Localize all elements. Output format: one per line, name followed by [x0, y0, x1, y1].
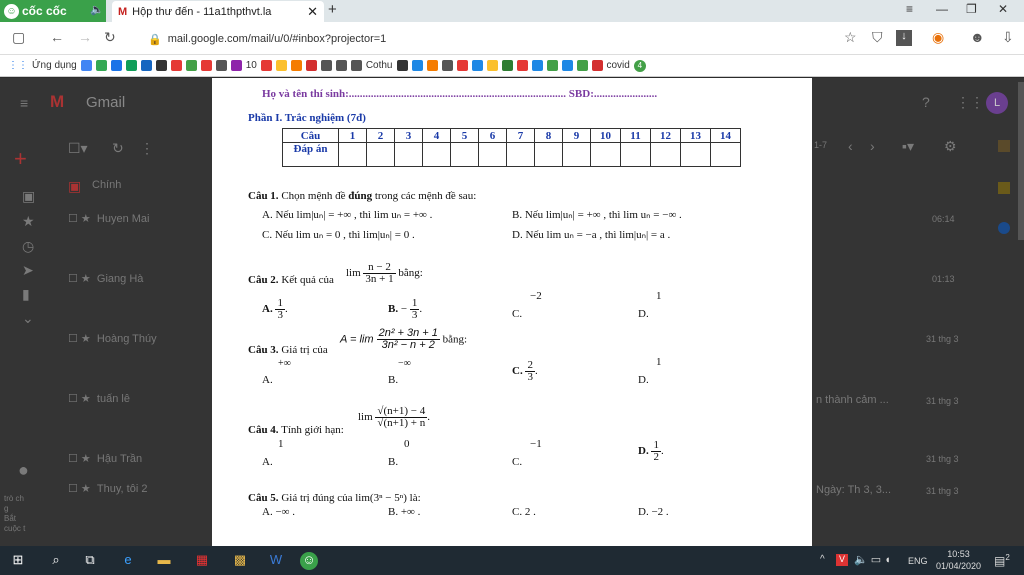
row-sender: Huyen Mai	[96, 213, 150, 225]
bookmark-icon[interactable]	[81, 60, 92, 71]
q5-option-d: D. −2 .	[638, 506, 669, 518]
bookmark-icon[interactable]	[547, 60, 558, 71]
main-menu-icon[interactable]: ≡	[20, 95, 29, 111]
q2-a-frac	[275, 298, 285, 321]
answer-cell	[651, 143, 681, 167]
brand-label: cốc cốc	[22, 4, 67, 18]
q3-c-frac	[525, 360, 535, 383]
q3-c-den: 3	[527, 371, 533, 383]
q1-em: đúng	[348, 190, 373, 202]
bookmark-icon[interactable]	[577, 60, 588, 71]
close-window-button[interactable]: ✕	[998, 2, 1009, 16]
bookmark-icon[interactable]	[141, 60, 152, 71]
bookmark-icon[interactable]	[532, 60, 543, 71]
bookmarks-bar	[0, 55, 1024, 77]
primary-tab-icon[interactable]: ▣	[68, 178, 82, 194]
help-icon[interactable]: ?	[922, 94, 930, 110]
q4-label: Câu 4.	[248, 424, 279, 436]
bookmark-icon[interactable]	[562, 60, 573, 71]
coccoc-taskbar-icon[interactable]: ☺	[300, 552, 318, 570]
q3-option-a: A.	[262, 374, 273, 386]
q1-option-b: B. Nếu lim|uₙ| = +∞ , thì lim uₙ = −∞ .	[512, 209, 682, 221]
tasks-icon[interactable]	[998, 222, 1010, 234]
q2-expression	[346, 262, 423, 285]
answer-cell	[423, 143, 451, 167]
clock-date: 01/04/2020	[936, 561, 982, 571]
tab-title: Hộp thư đến - 11a1thpthvt.la	[132, 5, 272, 18]
table-col: 5	[451, 129, 479, 143]
bookmark-icon[interactable]	[351, 60, 362, 71]
bookmark-apps[interactable]: Ứng dụng	[32, 60, 77, 71]
bookmark-icon[interactable]	[201, 60, 212, 71]
q4-option-a: A.	[262, 456, 273, 468]
q4-d-label: D.	[638, 445, 649, 458]
q4-d-num: 1	[653, 439, 659, 451]
tray-chevron-icon[interactable]: ^	[820, 554, 825, 565]
q5-tail: là:	[406, 492, 421, 504]
q2-fraction	[363, 262, 395, 285]
row-sender: Hoàng Thúy	[96, 333, 157, 345]
bookmark-icon[interactable]	[487, 60, 498, 71]
table-col: 11	[621, 129, 651, 143]
q3-expression	[340, 328, 467, 351]
q2-text: Kết quả của	[278, 274, 334, 286]
table-col: 6	[479, 129, 507, 143]
url-text: mail.google.com/mail/u/0/#inbox?projector=1	[167, 33, 387, 45]
q4-option-b: B.	[388, 456, 399, 468]
table-col: 10	[591, 129, 621, 143]
keep-icon[interactable]	[998, 182, 1010, 194]
forward-button[interactable]: →	[78, 29, 92, 45]
q2-label: Câu 2.	[248, 274, 279, 286]
answer-cell	[681, 143, 711, 167]
row-date: 06:14	[932, 214, 955, 224]
table-col: 1	[339, 129, 367, 143]
new-tab-button[interactable]: +	[328, 1, 337, 18]
input-tools-icon[interactable]: ▪▾	[902, 138, 914, 154]
hangouts-labels	[4, 494, 44, 534]
q4-a-value: 1	[278, 438, 284, 450]
q2-den: 3n + 1	[365, 273, 394, 285]
bookmark-icon[interactable]	[216, 60, 227, 71]
bookmark-icon[interactable]	[517, 60, 528, 71]
next-page-icon[interactable]: ›	[870, 138, 875, 154]
bookmark-badge[interactable]: 4	[634, 60, 646, 72]
gmail-m-icon: M	[50, 92, 65, 111]
back-button[interactable]: ←	[50, 29, 64, 45]
answer-cell	[451, 143, 479, 167]
q4-den: √(n+1) + n	[377, 417, 426, 429]
q2-option-c: C.	[512, 308, 523, 320]
left-label: Bắt	[4, 514, 17, 523]
bookmark-icon[interactable]	[171, 60, 182, 71]
q2-a-den: 3	[277, 309, 283, 321]
q5-option-c: C. 2 .	[512, 506, 536, 518]
bookmark-icon[interactable]	[111, 60, 122, 71]
table-row[interactable]: ☐ ★ Hậu Trần	[68, 453, 143, 465]
minimize-button[interactable]: —	[936, 2, 948, 16]
q4-fraction	[375, 406, 427, 429]
app-icon[interactable]: ▦	[195, 552, 209, 567]
bookmark-icon[interactable]	[231, 60, 242, 71]
q3-stem	[248, 344, 328, 356]
q4-d-den: 2	[653, 451, 659, 463]
row-sender: tuấn lê	[96, 393, 130, 405]
q2-stem	[248, 274, 334, 286]
table-row[interactable]: ☐ ★ Thuy, tôi 2	[68, 483, 148, 495]
table-row[interactable]: ☐ ★ Giang Hà	[68, 273, 144, 285]
q4-option-d: D. $\frac{1}{2}$ .	[638, 439, 664, 463]
reload-button[interactable]: ↻	[104, 29, 116, 45]
bookmark-icon[interactable]	[412, 60, 423, 71]
bookmark-icon[interactable]	[397, 60, 408, 71]
bookmark-icon[interactable]	[126, 60, 137, 71]
q3-c-label: C.	[512, 365, 523, 378]
notification-count: 2	[1005, 553, 1010, 562]
table-col: 9	[563, 129, 591, 143]
table-col: 8	[535, 129, 563, 143]
row-date: 31 thg 3	[926, 486, 959, 496]
bookmark-icon[interactable]	[457, 60, 468, 71]
q4-stem	[248, 424, 344, 436]
q3-d-value: 1	[656, 356, 662, 368]
answer-cell	[711, 143, 741, 167]
settings-gear-icon[interactable]: ⚙	[944, 138, 957, 154]
bookmark-icon[interactable]	[442, 60, 453, 71]
tab-inbox[interactable]	[112, 1, 324, 22]
bookmark-icon[interactable]	[291, 60, 302, 71]
name-line: Họ và tên thí sinh:............................................................................... SBD:.......................	[262, 88, 658, 100]
q2-option-d: D.	[638, 308, 649, 320]
answer-cell	[535, 143, 563, 167]
q4-text: Tính giới hạn:	[278, 424, 344, 436]
q4-c-value: −1	[530, 438, 542, 450]
select-checkbox[interactable]: ☐▾	[68, 140, 88, 156]
q3-label: Câu 3.	[248, 344, 279, 356]
scrollbar[interactable]	[1018, 82, 1024, 240]
left-label: g	[4, 504, 9, 513]
answer-cell	[507, 143, 535, 167]
word-icon[interactable]: W	[269, 552, 283, 567]
q4-expression: lim $\frac{√(n+1) - 4}{√(n+1) + n}$ .	[358, 405, 430, 429]
inbox-icon[interactable]: ▣	[22, 188, 36, 204]
q4-option-c: C.	[512, 456, 523, 468]
pager-count: 1-7	[814, 140, 828, 150]
answer-cell	[367, 143, 395, 167]
bookmark-icon[interactable]	[261, 60, 272, 71]
left-label: trò ch	[4, 494, 25, 503]
bookmark-icon[interactable]	[156, 60, 167, 71]
more-chevron-icon[interactable]: ⌄	[22, 310, 34, 326]
left-label: cuộc t	[4, 524, 26, 533]
drafts-icon[interactable]: ▮	[22, 286, 30, 302]
q2-num: n − 2	[363, 262, 395, 274]
bookmark-icon[interactable]	[96, 60, 107, 71]
row-date: 01:13	[932, 274, 955, 284]
q4-lim: lim	[358, 411, 373, 424]
coccoc-logo-icon: ☺	[4, 4, 19, 19]
q3-option-c: C. $\frac{2}{3}$ .	[512, 359, 538, 383]
download-icon[interactable]: ↓	[896, 30, 912, 46]
table-col: 7	[507, 129, 535, 143]
q2-lim: lim	[346, 267, 361, 280]
q2-b-num: 1	[411, 297, 418, 309]
q2-a-num: 1	[277, 297, 283, 309]
q3-option-b: B.	[388, 374, 399, 386]
q1-text: Chọn mệnh đề	[278, 190, 349, 202]
table-col: 3	[395, 129, 423, 143]
row-snippet: Ngày: Th 3, 3...	[816, 484, 892, 496]
q5-expr: lim(3ⁿ − 5ⁿ)	[355, 492, 407, 504]
answer-cell	[395, 143, 423, 167]
clock[interactable]	[936, 548, 981, 572]
q2-d-value: 1	[656, 290, 662, 302]
lock-icon: 🔒	[148, 33, 162, 46]
q3-num: 2n² + 3n + 1	[378, 327, 438, 339]
bookmark-icon[interactable]	[306, 60, 317, 71]
clock-time: 10:53	[947, 549, 970, 559]
bookmark-icon[interactable]	[592, 60, 603, 71]
prev-page-icon[interactable]: ‹	[848, 138, 853, 154]
table-row[interactable]: ☐ ★ tuấn lê	[68, 393, 130, 405]
q3-option-d: D.	[638, 374, 649, 386]
app-icon[interactable]: ▩	[233, 552, 247, 567]
compose-icon[interactable]: +	[14, 146, 27, 171]
q2-a-label: A.	[262, 303, 273, 316]
table-col: 4	[423, 129, 451, 143]
tray-app-icon[interactable]: V	[836, 554, 848, 566]
sidebar-toggle-icon[interactable]: ▢	[12, 29, 26, 45]
refresh-icon[interactable]: ↻	[112, 140, 124, 156]
restore-button[interactable]: ❐	[966, 2, 977, 16]
q2-option-b: B. − $\frac{1}{3}$ .	[388, 297, 423, 321]
menu-download-icon[interactable]: ⇩	[1002, 29, 1014, 45]
tab-primary[interactable]: Chính	[92, 179, 122, 191]
gmail-logo[interactable]: Gmail	[86, 94, 126, 111]
table-col: 14	[711, 129, 741, 143]
table-col: 12	[651, 129, 681, 143]
q2-option-a: A. $\frac{1}{3}$ .	[262, 297, 288, 321]
q3-b-value: −∞	[398, 358, 411, 369]
q5-option-a: A. −∞ .	[262, 506, 295, 518]
bookmark-icon[interactable]	[336, 60, 347, 71]
table-row-label: Đáp án	[283, 143, 339, 167]
q3-fraction	[377, 328, 440, 351]
shield-icon[interactable]: ⛉	[872, 29, 883, 45]
q3-text: Giá trị của	[278, 344, 328, 356]
q2-b-frac	[410, 298, 420, 321]
bookmark-icon[interactable]	[502, 60, 513, 71]
gmail-favicon-icon: M	[118, 5, 128, 18]
q4-d-frac	[651, 440, 661, 463]
bookmark-covid[interactable]: covid	[606, 60, 630, 71]
bookmark-star-icon[interactable]: ☆	[844, 29, 857, 45]
q4-num: √(n+1) − 4	[377, 405, 426, 417]
q5-label: Câu 5.	[248, 492, 279, 504]
q5-text: Giá trị đúng của	[278, 492, 353, 504]
speaker-icon[interactable]: 🔈	[90, 4, 104, 16]
bookmark-cothu[interactable]: Cothu	[365, 60, 393, 71]
q2-tail: bằng:	[395, 267, 423, 280]
document-page[interactable]	[212, 78, 812, 546]
tray-icons[interactable]: 🔈 ▭ ◖	[854, 554, 891, 566]
q1-label: Câu 1.	[248, 190, 279, 202]
row-sender: Giang Hà	[96, 273, 144, 285]
q2-c-value: −2	[530, 290, 542, 302]
q1-stem	[248, 190, 476, 202]
calendar-icon[interactable]	[998, 140, 1010, 152]
q3-expr: A = lim	[340, 333, 374, 346]
q1-option-a: A. Nếu lim|uₙ| = +∞ , thì lim uₙ = +∞ .	[262, 209, 433, 221]
answer-cell	[479, 143, 507, 167]
table-row[interactable]: ☐ ★ Huyen Mai	[68, 213, 150, 225]
q3-tail: bằng:	[439, 333, 468, 346]
more-icon[interactable]: ⋮	[140, 140, 154, 156]
q5-stem	[248, 492, 421, 504]
q1-text2: trong các mệnh đề sau:	[372, 190, 477, 202]
hangouts-avatar-icon[interactable]: ●	[18, 460, 29, 480]
row-snippet: n thành cảm ...	[816, 394, 889, 406]
bookmark-icon[interactable]	[321, 60, 332, 71]
close-tab-icon[interactable]: ✕	[307, 3, 318, 19]
apps-icon[interactable]: ⋮⋮	[956, 94, 984, 110]
account-icon[interactable]: ☻	[970, 29, 985, 45]
table-row[interactable]: ☐ ★ Hoàng Thúy	[68, 333, 157, 345]
bookmark-icon[interactable]	[472, 60, 483, 71]
row-date: 31 thg 3	[926, 334, 959, 344]
table-header-label: Câu	[283, 129, 339, 143]
q4-b-value: 0	[404, 438, 410, 450]
notification-icon[interactable]: ▤$^2$	[994, 553, 1010, 568]
bookmark-icon[interactable]	[276, 60, 287, 71]
answer-cell	[563, 143, 591, 167]
row-sender: Hậu Trần	[96, 453, 143, 465]
q3-a-value: +∞	[278, 358, 291, 369]
answer-table	[282, 128, 741, 167]
q1-option-d: D. Nếu lim uₙ = −a , thì lim|uₙ| = a .	[512, 229, 671, 241]
bookmark-icon[interactable]	[427, 60, 438, 71]
language-indicator[interactable]: ENG	[908, 556, 928, 566]
tab-list-icon[interactable]: ≡	[906, 2, 914, 16]
starred-icon[interactable]: ★	[22, 213, 35, 229]
row-date: 31 thg 3	[926, 396, 959, 406]
part1-heading: Phần I. Trắc nghiệm (7đ)	[248, 112, 366, 124]
apps-grid-icon[interactable]: ⋮⋮	[8, 60, 28, 71]
answer-cell	[591, 143, 621, 167]
bookmark-icon[interactable]	[186, 60, 197, 71]
row-sender: Thuy, tôi 2	[96, 483, 148, 495]
q3-den: 3n² − n + 2	[381, 339, 435, 351]
address-bar[interactable]	[140, 26, 888, 52]
q2-b-den: 3	[411, 309, 418, 321]
bookmark-10[interactable]: 10	[245, 60, 257, 71]
edge-icon[interactable]: e	[124, 552, 132, 567]
row-date: 31 thg 3	[926, 454, 959, 464]
table-col: 13	[681, 129, 711, 143]
sent-icon[interactable]: ➤	[22, 262, 34, 278]
answer-cell	[339, 143, 367, 167]
answer-cell	[621, 143, 651, 167]
q5-option-b: B. +∞ .	[388, 506, 421, 518]
windows-start-icon[interactable]: ⊞	[12, 552, 24, 567]
task-view-icon[interactable]: ⧉	[85, 552, 95, 567]
extension-icon[interactable]: ◉	[932, 29, 945, 45]
snoozed-icon[interactable]: ◷	[22, 238, 35, 254]
search-icon[interactable]: ⌕	[52, 552, 60, 567]
q2-b-label: B.	[388, 303, 399, 316]
q1-option-c: C. Nếu lim uₙ = 0 , thì lim|uₙ| = 0 .	[262, 229, 415, 241]
account-avatar[interactable]: L	[986, 92, 1008, 114]
table-col: 2	[367, 129, 395, 143]
q3-c-num: 2	[527, 359, 533, 371]
file-explorer-icon[interactable]: ▬	[157, 552, 171, 567]
